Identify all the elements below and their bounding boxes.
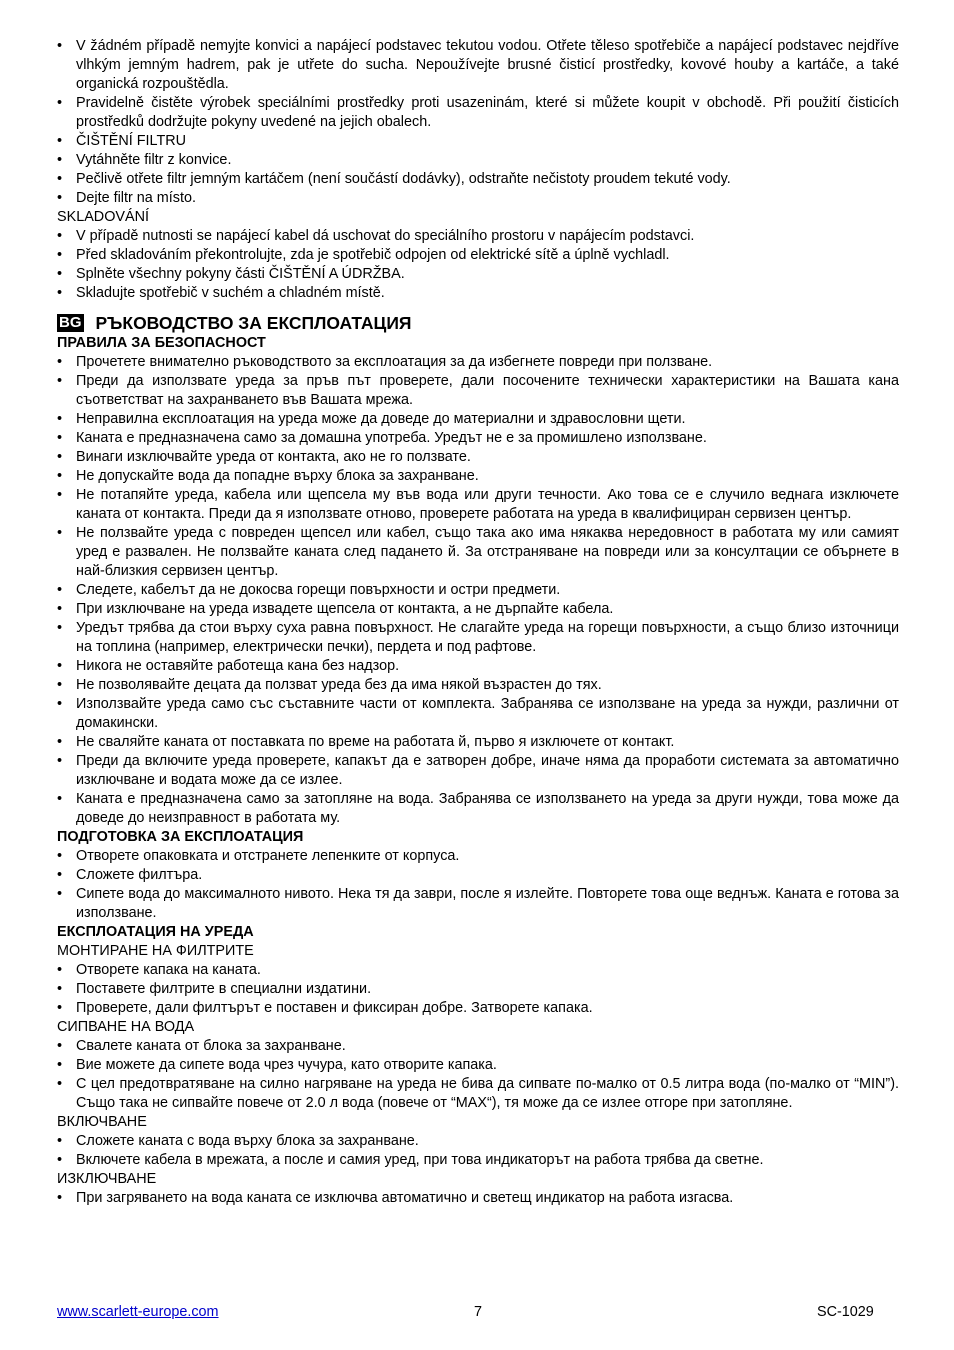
- cz-cleaning-list: [57, 37, 899, 208]
- list-item: • При изключване на уреда извадете щепсела от контакта, а не дърпайте кабела.: [57, 600, 899, 619]
- list-item: • Никога не оставяйте работеща кана без надзор.: [57, 657, 899, 676]
- list-item: • Вие можете да сипете вода чрез чучура, като отворите капака.: [57, 1056, 899, 1075]
- list-item: • Před skladováním překontrolujte, zda je spotřebič odpojen od elektrické sítě a úplně vychladl.: [57, 246, 899, 265]
- bg-off-title: ИЗКЛЮЧВАНЕ: [57, 1171, 157, 1187]
- list-item: • Прочетете внимателно ръководството за експлоатация за да избегнете повреди при ползване.: [57, 353, 899, 372]
- bg-safety-title: ПРАВИЛА ЗА БЕЗОПАСНОСТ: [57, 335, 266, 351]
- cz-storage-list: [57, 227, 899, 303]
- list-item: • Отворете капака на каната.: [57, 961, 899, 980]
- list-item: • Сложете каната с вода върху блока за захранване.: [57, 1132, 899, 1151]
- footer-website-link[interactable]: www.scarlett-europe.com: [57, 1304, 219, 1320]
- cz-storage-title: SKLADOVÁNÍ: [57, 209, 149, 225]
- list-item: • Skladujte spotřebič v suchém a chladném místě.: [57, 284, 899, 303]
- list-item: • Каната е предназначена само за затопляне на вода. Забранява се използването на уреда за други нужди, това може да доведе до неизправност в работата му.: [57, 790, 899, 828]
- list-item: • Vytáhněte filtr z konvice.: [57, 151, 899, 170]
- bg-filter-title: МОНТИРАНЕ НА ФИЛТРИТЕ: [57, 943, 254, 959]
- list-item: • V případě nutnosti se napájecí kabel dá uschovat do speciálního prostoru v napájecím podstavci.: [57, 227, 899, 246]
- bg-use-title: ЕКСПЛОАТАЦИЯ НА УРЕДА: [57, 924, 254, 940]
- bg-language-badge: BG: [59, 314, 82, 331]
- list-item: • Каната е предназначена само за домашна употреба. Уредът не е за промишлено използване.: [57, 429, 899, 448]
- list-item: • Сипете вода до максималното нивото. Нека тя да заври, после я излейте. Повторете това още веднъж. Каната е готова за използване.: [57, 885, 899, 923]
- list-item: • Отворете опаковката и отстранете лепенките от корпуса.: [57, 847, 899, 866]
- list-item: • ČIŠTĚNÍ FILTRU: [57, 132, 899, 151]
- page-content: [57, 37, 899, 1208]
- footer-model: SC-1029: [817, 1304, 874, 1320]
- footer-page-number: 7: [474, 1304, 483, 1320]
- bg-on-title: ВКЛЮЧВАНЕ: [57, 1114, 147, 1130]
- list-item: • Pečlivě otřete filtr jemným kartáčem (není součástí dodávky), odstraňte nečistoty proudem tekuté vody.: [57, 170, 899, 189]
- list-item: • Сложете филтъра.: [57, 866, 899, 885]
- list-item: • Не сваляйте каната от поставката по време на работата й, първо я изключете от контакт.: [57, 733, 899, 752]
- list-item: • Проверете, дали филтърът е поставен и фиксиран добре. Затворете капака.: [57, 999, 899, 1018]
- list-item: • Не допускайте вода да попадне върху блока за захранване.: [57, 467, 899, 486]
- list-item: • Уредът трябва да стои върху суха равна повърхност. Не слагайте уреда на горещи повърхности, а също близо източници на топлина (например, електрически печки), пердета и под рафтове.: [57, 619, 899, 657]
- list-item: • С цел предотвратяване на силно нагряване на уреда не бива да сипвате по-малко от 0.5 литра вода (по-малко от “MIN”). Също така не сипвайте повече от 2.0 л вода (повече от “MAX“), тя може да се излее отгоре при затопляне.: [57, 1075, 899, 1113]
- list-item: • Преди да използвате уреда за пръв път проверете, дали посочените технически характеристики на Вашата кана съответстват на захранването във Вашата мрежа.: [57, 372, 899, 410]
- bg-filter-list: [57, 961, 899, 1018]
- list-item: • Свалете каната от блока за захранване.: [57, 1037, 899, 1056]
- list-item: • Не позволявайте децата да ползват уреда без да има някой възрастен до тях.: [57, 676, 899, 695]
- bg-water-list: [57, 1037, 899, 1113]
- list-item: • При загряването на вода каната се изключва автоматично и светещ индикатор на работа изгасва.: [57, 1189, 899, 1208]
- bg-prep-title: ПОДГОТОВКА ЗА ЕКСПЛОАТАЦИЯ: [57, 829, 304, 845]
- bg-safety-list: [57, 353, 899, 828]
- bg-water-title: СИПВАНЕ НА ВОДА: [57, 1019, 195, 1035]
- list-item: • Преди да включите уреда проверете, капакът да е затворен добре, иначе няма да проработи системата за автоматично изключване и водата може да се излее.: [57, 752, 899, 790]
- list-item: • Не потапяйте уреда, кабела или щепсела му във вода или други течности. Ако това се е случило веднага изключете каната от контакта. Преди да я използвате отново, проверете работата на уреда в квалифициран сервизен център.: [57, 486, 899, 524]
- list-item: • Не ползвайте уреда с повреден щепсел или кабел, също така ако има някаква нередовност в работата му или самият уред е развален. Не ползвайте каната след падането й. За отстраняване на повреди или за консултации се обърнете в най-близкия сервизен център.: [57, 524, 899, 581]
- bg-on-list: [57, 1132, 899, 1170]
- list-item: • Pravidelně čistěte výrobek speciálními prostředky proti usazeninám, které si můžete koupit v obchodě. Při použití čisticích prostředků dodržujte pokyny uvedené na jejich obalech.: [57, 94, 899, 132]
- list-item: • Използвайте уреда само със съставните части от комплекта. Забранява се използване на уреда за нужди, различни от домакински.: [57, 695, 899, 733]
- list-item: • Включете кабела в мрежата, а после и самия уред, при това индикаторът на работа трябва да светне.: [57, 1151, 899, 1170]
- list-item: • Винаги изключвайте уреда от контакта, ако не го ползвате.: [57, 448, 899, 467]
- list-item: • Неправилна експлоатация на уреда може да доведе до материални и здравословни щети.: [57, 410, 899, 429]
- list-item: • Splněte všechny pokyny části ČIŠTĚNÍ A ÚDRŽBA.: [57, 265, 899, 284]
- bg-off-list: [57, 1189, 899, 1208]
- list-item: • Поставете филтрите в специални издатини.: [57, 980, 899, 999]
- bg-section-heading: [57, 313, 899, 333]
- bg-section-title: РЪКОВОДСТВО ЗА ЕКСПЛОАТАЦИЯ: [95, 313, 412, 333]
- list-item: • Dejte filtr na místo.: [57, 189, 899, 208]
- list-item: • Следете, кабелът да не докосва горещи повърхности и остри предмети.: [57, 581, 899, 600]
- list-item: • V žádném případě nemyjte konvici a napájecí podstavec tekutou vodou. Otřete těleso spotřebiče a napájecí podstavec nejdříve vlhkým jemným hadrem, pak je utřete do sucha. Nepoužívejte brusné čisticí prostředky, kovové houby a kartáče, a také organická rozpouštědla.: [57, 37, 899, 94]
- bg-prep-list: [57, 847, 899, 923]
